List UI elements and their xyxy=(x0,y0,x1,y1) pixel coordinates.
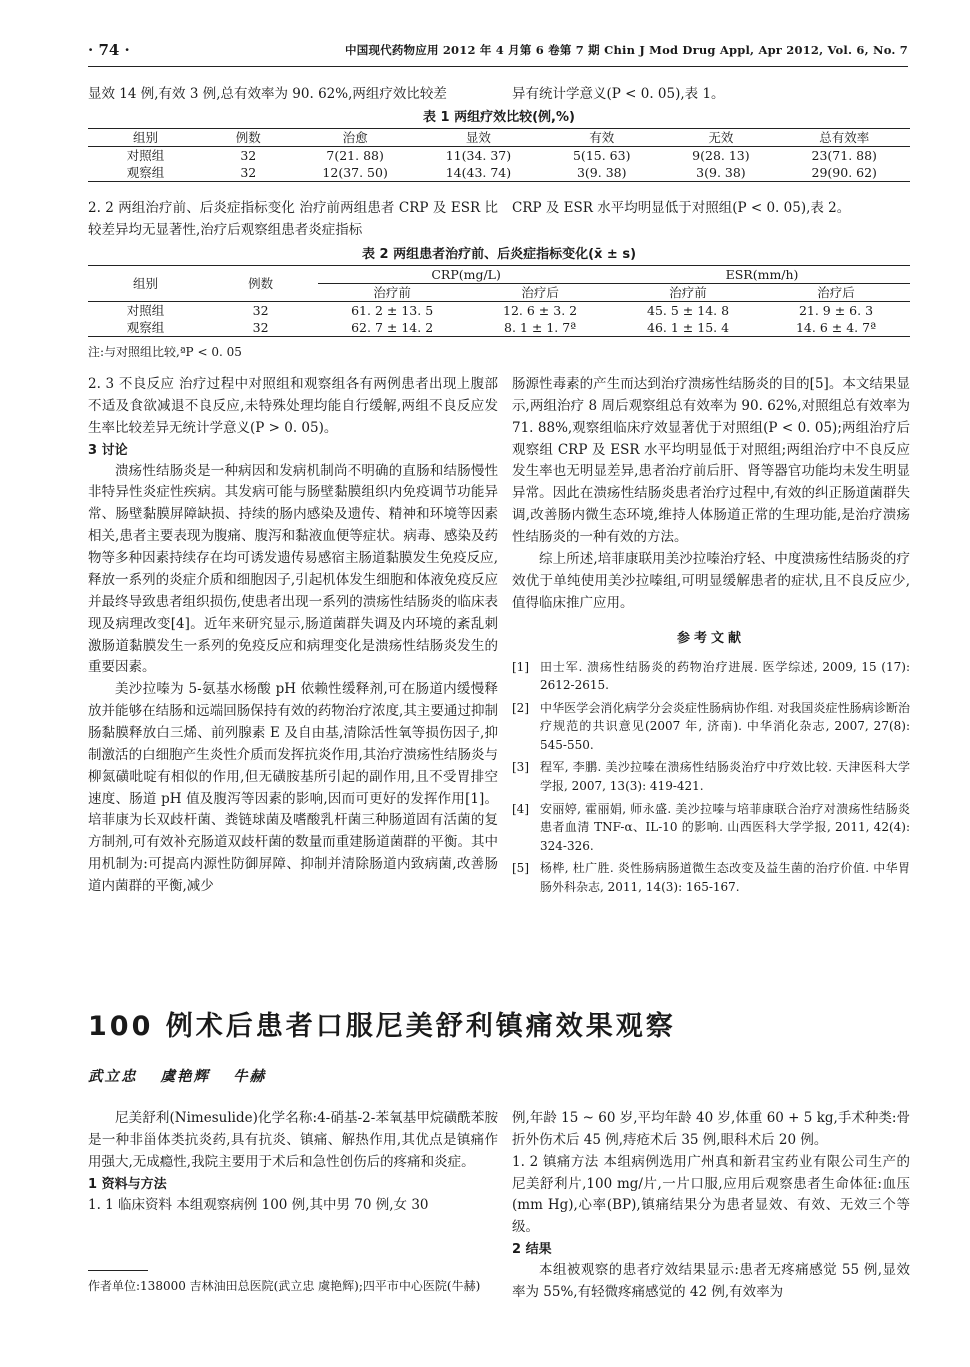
author-affiliation-footnote: 作者单位:138000 吉林油田总医院(武立忠 虞艳辉);四平市中心医院(牛赫) xyxy=(88,1279,481,1293)
continuation-text-left: 显效 14 例,有效 3 例,总有效率为 90. 62%,两组疗效比较差 xyxy=(88,86,447,102)
discussion-paragraph-1: 溃疡性结肠炎是一种病因和发病机制尚不明确的直肠和结肠慢性非特异性炎症性疾病。其发病可能与肠壁黏膜组织内免疫调节功能异常、肠壁黏膜屏障缺损、持续的肠内感染及遗传、精神和环境等因素相关,患者主要表现为腹痛、腹泻和黏液血便等症状。病毒、感染及药物等多种因素持续存在均可诱发遗传易感宿主肠道黏膜发生免疫反应,释放一系列的炎症介质和细胞因子,引起机体发生细胞和体液免疫反应并最终导致患者组织损伤,使患者出现一系列的溃疡性结肠炎的临床表现及病理改变[4]。近年来研究显示,肠道菌群失调及内环境的紊乱刺激肠道黏膜发生一系列的免疫反应和病理变化是溃疡性结肠炎发生的重要因素。 xyxy=(88,462,498,676)
list-item xyxy=(512,699,910,755)
table-cell: 12(37. 50) xyxy=(322,165,388,181)
table-cell: 9(28. 13) xyxy=(692,148,750,164)
table-2 xyxy=(88,244,910,362)
discussion-paragraph-2: 美沙拉嗪为 5-氨基水杨酸 pH 依赖性缓释剂,可在肠道内缓慢释放并能够在结肠和远端回肠保持有效的药物治疗浓度,其主要通过抑制肠黏膜释放白三烯、前列腺素 E 及自由基,清除活性氧等损伤因子,抑制激活的白细胞产生炎性介质而发挥抗炎作用,其治疗溃疡性结肠炎与柳氮磺吡啶有相似的作用,但无磺胺基所引起的副作用,且不受胃排空速度、肠道 pH 值及腹泻等因素的影响,因而可更好的发挥作用[1]。培菲康为长双歧杆菌、粪链球菌及嗜酸乳杆菌三种肠道固有活菌的复方制剂,可有效补充肠道双歧杆菌的数量而重建肠道菌群的平衡。其中用机制为:可提高内源性防御屏障、抑制并清除肠道内致病菌,改善肠道内菌群的平衡,减少 xyxy=(88,681,498,894)
article2-section-1-1: 1. 1 临床资料 本组观察病例 100 例,其中男 70 例,女 30 xyxy=(88,1196,429,1213)
article-title: 100 例术后患者口服尼美舒利镇痛效果观察 xyxy=(88,1011,676,1042)
table-cell: 14(43. 74) xyxy=(445,165,512,181)
table-cell: 7(21. 88) xyxy=(326,148,384,164)
section-3-heading: 3 讨论 xyxy=(88,442,128,458)
table-header-cell: 有效 xyxy=(589,130,615,146)
table-cell: 3(9. 38) xyxy=(696,165,746,181)
table-header-cell: 显效 xyxy=(465,130,491,146)
reference-number: [4] xyxy=(512,801,529,816)
reference-number: [3] xyxy=(512,760,529,775)
reference-text: 程军, 李鹏. 美沙拉嗪在溃疡性结肠炎治疗中疗效比较. 天津医科大学学报, 2007, 13(3): 419-421. xyxy=(540,760,910,794)
table-cell: 21. 9 ± 6. 3 xyxy=(798,303,874,319)
table-row xyxy=(88,319,910,337)
table-cell: 46. 1 ± 15. 4 xyxy=(647,320,730,336)
table-header-cell: 治疗前 xyxy=(373,285,411,301)
reference-number: [5] xyxy=(512,861,529,876)
section-2-2-text: 2. 2 两组治疗前、后炎症指标变化 治疗前两组患者 CRP 及 ESR 比较差异均无显著性,治疗后观察组患者炎症指标 xyxy=(88,200,498,238)
reference-text: 中华医学会消化病学分会炎症性肠病协作组. 对我国炎症性肠病诊断治疗规范的共识意见(2007 年, 济南). 中华消化杂志, 2007, 27(8): 545-550. xyxy=(540,700,910,752)
article2-left-column xyxy=(88,1108,498,1216)
article2-right-column xyxy=(512,1108,910,1304)
table-cell: 12. 6 ± 3. 2 xyxy=(503,303,578,319)
table-header-cell: 治疗后 xyxy=(817,285,855,301)
table-cell: 11(34. 37) xyxy=(445,148,512,164)
table-1 xyxy=(88,107,910,182)
table-header-cell: 无效 xyxy=(708,130,734,146)
table-row xyxy=(88,147,910,165)
section-2-3-text: 2. 3 不良反应 治疗过程中对照组和观察组各有两例患者出现上腹部不适及食欲减退不良反应,未特殊处理均能自行缓解,两组不良反应发生率比较差异无统计学意义(P > 0. 05)。 xyxy=(88,376,498,436)
table-1-grid xyxy=(88,128,910,182)
reference-number: [1] xyxy=(512,659,529,674)
table-cell: 3(9. 38) xyxy=(576,165,627,181)
continuation-text-right: 异有统计学意义(P < 0. 05),表 1。 xyxy=(512,86,725,102)
header-rule xyxy=(88,66,908,67)
table-header-cell: 总有效率 xyxy=(819,130,870,146)
table-cell: 32 xyxy=(252,303,269,319)
table-cell: 45. 5 ± 14. 8 xyxy=(647,303,730,319)
section-2-2-continued: CRP 及 ESR 水平均明显低于对照组(P < 0. 05),表 2。 xyxy=(512,200,851,216)
table-cell: 23(71. 88) xyxy=(811,148,877,164)
article2-results-text: 本组被观察的患者疗效结果显示:患者无疼痛感觉 55 例,显效率为 55%,有轻微疼痛感觉的 42 例,有效率为 xyxy=(512,1262,910,1301)
table-2-grid xyxy=(88,265,910,337)
list-item xyxy=(512,800,910,856)
table-cell: 对照组 xyxy=(126,303,165,319)
list-item xyxy=(512,859,910,896)
right-column xyxy=(512,374,910,901)
table-cell: 62. 7 ± 14. 2 xyxy=(351,320,434,336)
table-cell: 32 xyxy=(252,320,269,336)
article2-section-1-heading: 1 资料与方法 xyxy=(88,1176,167,1192)
table-header-cell: CRP(mg/L) xyxy=(318,266,614,284)
conclusion-paragraph: 综上所述,培菲康联用美沙拉嗪治疗轻、中度溃疡性结肠炎的疗效优于单纯使用美沙拉嗪组,可明显缓解患者的症状,且不良反应少,值得临床推广应用。 xyxy=(512,550,910,611)
list-item xyxy=(512,758,910,795)
references-title: 参考文献 xyxy=(676,631,745,647)
journal-header: 中国现代药物应用 2012 年 4 月第 6 卷第 7 期 Chin J Mod Drug Appl, Apr 2012, Vol. 6, No. 7 xyxy=(345,43,908,57)
article2-clinical-continued: 例,年龄 15 ~ 60 岁,平均年龄 40 岁,体重 60 + 5 kg,手术种类:骨折外伤术后 45 例,痔疮术后 35 例,眼科术后 20 例。 xyxy=(512,1110,910,1148)
table-row xyxy=(88,164,910,182)
table-cell: 32 xyxy=(240,148,257,164)
reference-list xyxy=(512,658,910,897)
article2-intro: 尼美舒利(Nimesulide)化学名称:4-硝基-2-苯氧基甲烷磺酰苯胺是一种非甾体类抗炎药,具有抗炎、镇痛、解热作用,其优点是镇痛作用强大,无成瘾性,我院主要用于术后和急性创伤后的疼痛和炎症。 xyxy=(88,1110,498,1170)
reference-text: 杨桦, 杜广胜. 炎性肠病肠道微生态改变及益生菌的治疗价值. 中华胃肠外科杂志, 2011, 14(3): 165-167. xyxy=(540,861,910,895)
article-authors: 武立忠 虞艳辉 牛赫 xyxy=(88,1068,267,1085)
reference-text: 田士军. 溃疡性结肠炎的药物治疗进展. 医学综述, 2009, 15 (17): 2612-2615. xyxy=(540,659,910,693)
table-header-cell: 组别 xyxy=(88,266,203,302)
table-2-title: 表 2 两组患者治疗前、后炎症指标变化(x̄ ± s) xyxy=(361,247,637,262)
table-row xyxy=(88,302,910,320)
discussion-paragraph-3: 肠源性毒素的产生而达到治疗溃疡性结肠炎的目的[5]。本文结果显示,两组治疗 8 周后观察组总有效率为 90. 62%,对照组总有效率为 71. 88%,观察组临床疗效显著优于对照组(P < 0. 05);两组治疗后观察组 CRP 及 ESR 水平均明显低于对照组;两组治疗中不良反应发生率也无明显差异,患者治疗前后肝、肾等器官功能均未发生明显异常。因此在溃疡性结肠炎患者治疗过程中,有效的纠正肠道菌群失调,改善肠内微生态环境,维持人体肠道正常的生理功能,是治疗溃疡性结肠炎的一种有效的方法。 xyxy=(512,376,910,546)
table-header-cell: 组别 xyxy=(133,130,159,146)
table-cell: 61. 2 ± 13. 5 xyxy=(351,303,434,319)
article2-section-2-heading: 2 结果 xyxy=(512,1242,552,1258)
table-header-cell: 例数 xyxy=(203,266,318,302)
table-cell: 32 xyxy=(240,165,257,181)
footnote-rule xyxy=(88,1270,148,1271)
table-header-cell: 治疗后 xyxy=(521,285,559,301)
table-header-cell: 治愈 xyxy=(342,130,368,146)
article2-section-1-2: 1. 2 镇痛方法 本组病例选用广州真和新君宝药业有限公司生产的尼美舒利片,100 mg/片,一片口服,应用后观察患者生命体征:血压(mm Hg),心率(BP),镇痛结果分为患者显效、有效、无效三个等级。 xyxy=(512,1153,910,1236)
table-cell: 观察组 xyxy=(126,165,165,181)
left-column xyxy=(88,374,498,898)
table-cell: 29(90. 62) xyxy=(811,165,877,181)
table-cell: 8. 1 ± 1. 7ª xyxy=(504,320,577,336)
table-header-cell: ESR(mm/h) xyxy=(614,266,910,284)
reference-number: [2] xyxy=(512,700,529,715)
table-cell: 对照组 xyxy=(126,148,165,164)
table-2-note: 注:与对照组比较,ªP < 0. 05 xyxy=(88,345,242,360)
page-number: · 74 · xyxy=(88,41,130,59)
table-1-title: 表 1 两组疗效比较(例,%) xyxy=(423,110,575,125)
table-cell: 14. 6 ± 4. 7ª xyxy=(795,320,877,336)
table-cell: 5(15. 63) xyxy=(572,148,631,164)
reference-text: 安丽婷, 霍丽娟, 师永盛. 美沙拉嗪与培菲康联合治疗对溃疡性结肠炎患者血清 TNF-α、IL-10 的影响. 山西医科大学学报, 2011, 42(4): 324-326. xyxy=(540,801,910,853)
list-item xyxy=(512,658,910,695)
table-header-cell: 治疗前 xyxy=(669,285,707,301)
table-header-cell: 例数 xyxy=(235,130,261,146)
table-cell: 观察组 xyxy=(126,320,165,336)
